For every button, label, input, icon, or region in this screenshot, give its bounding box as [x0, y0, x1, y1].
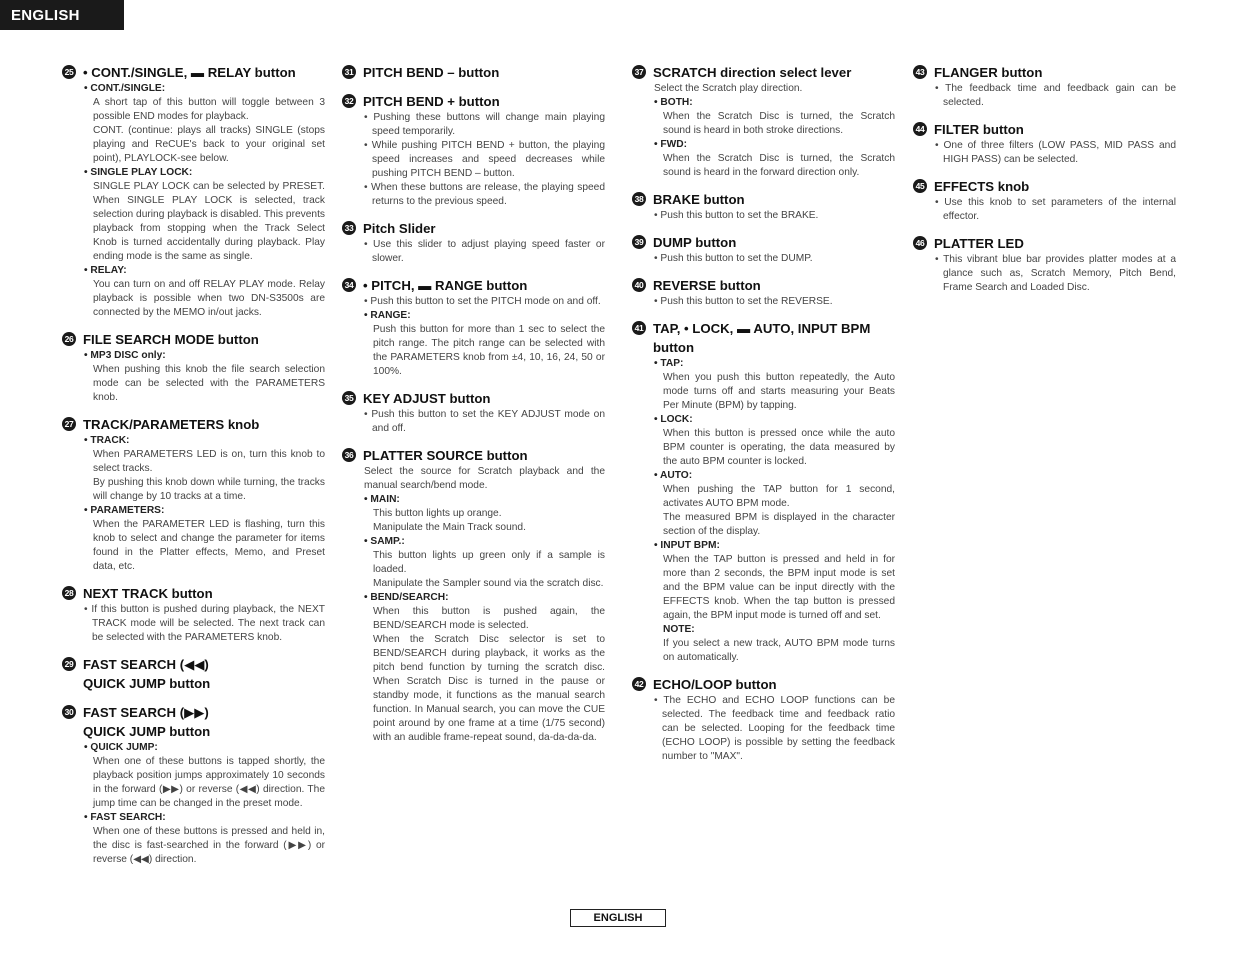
section-title: • CONT./SINGLE, ▬ RELAY button [83, 65, 296, 80]
option-label: • RANGE: [364, 309, 605, 323]
option-description: When one of these buttons is tapped shortly, the playback position jumps approximately 10 seconds in the forward (▶▶) or reverse (◀◀) direction. The jump time can be changed in the preset mode. [93, 756, 325, 809]
option-description: The measured BPM is displayed in the character section of the display. [663, 512, 895, 537]
section-heading [913, 63, 1176, 82]
section-37 [632, 63, 895, 180]
option-label: • MAIN: [364, 493, 605, 507]
option-description: This button lights up green only if a sample is loaded. [373, 550, 605, 575]
intro-text: Select the source for Scratch playback and the manual search/bend mode. [364, 466, 605, 491]
section-heading [632, 319, 895, 357]
option-label: • SAMP.: [364, 535, 605, 549]
section-body [342, 408, 605, 436]
option-description: When the TAP button is pressed and held in for more than 2 seconds, the BPM input mode is set and the BPM value can be input directly with the EFFECTS knob. When the tap button is pressed again, the BPM input mode is turned off and set. [663, 554, 895, 621]
option-description: When this button is pushed again, the BEND/SEARCH mode is selected. [373, 606, 605, 631]
bullet-text: • One of three filters (LOW PASS, MID PASS and HIGH PASS) can be selected. [935, 140, 1176, 165]
section-heading [62, 584, 325, 603]
option-label: • LOCK: [654, 413, 895, 427]
option-description: A short tap of this button will toggle between 3 possible END modes for playback. [93, 97, 325, 122]
note-label: NOTE: [663, 624, 695, 635]
section-43 [913, 63, 1176, 110]
section-39 [632, 233, 895, 266]
option-label: • TAP: [654, 357, 895, 371]
section-44 [913, 120, 1176, 167]
item-number-badge: 32 [342, 94, 356, 108]
footer-language-label: ENGLISH [570, 909, 666, 927]
bullet-text: • This vibrant blue bar provides platter modes at a glance such as, Scratch Memory, Pitch Bend, Frame Search and Loaded Disc. [935, 254, 1176, 293]
section-heading [342, 92, 605, 111]
option-label: • INPUT BPM: [654, 539, 895, 553]
section-body [632, 252, 895, 266]
section-body [913, 82, 1176, 110]
column-3 [632, 63, 895, 764]
item-number-badge: 39 [632, 235, 646, 249]
section-heading [632, 675, 895, 694]
option-description: SINGLE PLAY LOCK can be selected by PRESET. When SINGLE PLAY LOCK is selected, track selection during playback is disabled. This prevents playback from stopping when the Track Select Knob is turned accidentally during playback. Play ending mode is the same as single. [93, 181, 325, 262]
option-description: When the Scratch Disc is turned, the Scratch sound is heard in the forward direction only. [663, 153, 895, 178]
column-2 [342, 63, 605, 745]
section-title: FAST SEARCH (◀◀) [83, 657, 209, 672]
section-title: FILE SEARCH MODE button [83, 332, 259, 347]
section-title: EFFECTS knob [934, 179, 1030, 194]
section-heading [342, 446, 605, 465]
option-description: When you push this button repeatedly, the Auto mode turns off and starts measuring your Beats Per Minute (BPM) by tapping. [663, 372, 895, 411]
item-number-badge: 34 [342, 278, 356, 292]
bullet-text: • Push this button to set the DUMP. [654, 253, 813, 264]
section-heading [342, 63, 605, 82]
option-description: When the Scratch Disc selector is set to BEND/SEARCH during playback, it works as the pitch bend function by turning the scratch disc. When Scratch Disc is turned in the pause or standby mode, it functions as the manual search function. In Manual search, you can move the CUE point around by one frame at a time (1/75 second) with an audible frame-repeat sound, da-da-da-da. [373, 634, 605, 743]
bullet-text: • Push this button to set the KEY ADJUST mode on and off. [364, 409, 605, 434]
item-number-badge: 43 [913, 65, 927, 79]
section-title: FILTER button [934, 122, 1024, 137]
option-label: • BOTH: [654, 96, 895, 110]
item-number-badge: 42 [632, 677, 646, 691]
option-label: • BEND/SEARCH: [364, 591, 605, 605]
item-number-badge: 27 [62, 417, 76, 431]
section-title: TAP, • LOCK, ▬ AUTO, INPUT BPM button [653, 321, 871, 355]
option-description: You can turn on and off RELAY PLAY mode. Relay playback is possible when two DN-S3500s are connected by the MEMO in/out jacks. [93, 279, 325, 318]
bullet-text: • The feedback time and feedback gain can be selected. [935, 83, 1176, 108]
item-number-badge: 44 [913, 122, 927, 136]
option-description: CONT. (continue: plays all tracks) SINGLE (stops playing and ReCUE's back to your original set point), PLAYLOCK-see below. [93, 125, 325, 164]
section-38 [632, 190, 895, 223]
section-body [62, 741, 325, 867]
item-number-badge: 25 [62, 65, 76, 79]
section-heading [913, 234, 1176, 253]
option-description: Manipulate the Main Track sound. [373, 522, 526, 533]
section-body [342, 465, 605, 745]
column-1 [62, 63, 325, 867]
section-body [62, 349, 325, 405]
option-description: When PARAMETERS LED is on, turn this knob to select tracks. [93, 449, 325, 474]
item-number-badge: 28 [62, 586, 76, 600]
section-32 [342, 92, 605, 209]
item-number-badge: 40 [632, 278, 646, 292]
section-31 [342, 63, 605, 82]
option-description: When the Scratch Disc is turned, the Scratch sound is heard in both stroke directions. [663, 111, 895, 136]
section-title: PITCH BEND – button [363, 65, 500, 80]
section-title: FAST SEARCH (▶▶) [83, 705, 209, 720]
section-26 [62, 330, 325, 405]
section-42 [632, 675, 895, 764]
section-27 [62, 415, 325, 574]
bullet-text: • When these buttons are release, the playing speed returns to the previous speed. [364, 182, 605, 207]
section-heading [62, 330, 325, 349]
option-label: • CONT./SINGLE: [84, 82, 325, 96]
section-heading [342, 276, 605, 295]
section-36 [342, 446, 605, 745]
section-45 [913, 177, 1176, 224]
option-label: • SINGLE PLAY LOCK: [84, 166, 325, 180]
section-body [62, 434, 325, 574]
option-description: When one of these buttons is pressed and held in, the disc is fast-searched in the forward (▶▶) or reverse (◀◀) direction. [93, 826, 325, 865]
language-tab: ENGLISH [0, 0, 124, 30]
item-number-badge: 38 [632, 192, 646, 206]
bullet-text: • Use this knob to set parameters of the internal effector. [935, 197, 1176, 222]
item-number-badge: 30 [62, 705, 76, 719]
section-34 [342, 276, 605, 379]
section-body [632, 357, 895, 665]
section-body [913, 139, 1176, 167]
section-heading [62, 655, 325, 674]
section-title: PLATTER LED [934, 236, 1024, 251]
section-title: ECHO/LOOP button [653, 677, 777, 692]
section-title: PLATTER SOURCE button [363, 448, 528, 463]
section-body [632, 694, 895, 764]
option-label: • FAST SEARCH: [84, 811, 325, 825]
section-body [632, 209, 895, 223]
option-label: • AUTO: [654, 469, 895, 483]
option-description: By pushing this knob down while turning, the tracks will change by 10 tracks at a time. [93, 477, 325, 502]
section-title: FLANGER button [934, 65, 1043, 80]
item-number-badge: 36 [342, 448, 356, 462]
section-heading [62, 63, 325, 82]
section-body [632, 295, 895, 309]
section-30 [62, 703, 325, 867]
section-40 [632, 276, 895, 309]
option-label: • TRACK: [84, 434, 325, 448]
item-number-badge: 46 [913, 236, 927, 250]
section-body [342, 295, 605, 379]
option-label: • FWD: [654, 138, 895, 152]
section-25 [62, 63, 325, 320]
bullet-text: • Push this button to set the REVERSE. [654, 296, 833, 307]
section-46 [913, 234, 1176, 295]
option-description: Push this button for more than 1 sec to select the pitch range. The pitch range can be selected with the PARAMETERS knob from ±4, 10, 16, 24, 50 or 100%. [373, 324, 605, 377]
column-4 [913, 63, 1176, 295]
bullet-text: • The ECHO and ECHO LOOP functions can be selected. The feedback time and feedback ratio can be selected. Looping for the feedback time (ECHO LOOP) is possible by setting the feedback number to "MAX". [654, 695, 895, 762]
section-title: REVERSE button [653, 278, 761, 293]
bullet-text: • While pushing PITCH BEND + button, the playing speed increases and speed decreases while pushing PITCH BEND – button. [364, 140, 605, 179]
section-body [62, 82, 325, 320]
section-heading [632, 190, 895, 209]
section-subtitle: QUICK JUMP button [83, 676, 211, 691]
section-heading [913, 120, 1176, 139]
intro-text: Select the Scratch play direction. [654, 83, 803, 94]
section-33 [342, 219, 605, 266]
section-body [913, 196, 1176, 224]
option-description: When the PARAMETER LED is flashing, turn this knob to select and change the parameter for items found in the Platter effects, Memo, and Preset data, etc. [93, 519, 325, 572]
section-heading [342, 219, 605, 238]
option-description: When this button is pressed once while the auto BPM counter is operating, the data measured by the auto BPM counter is locked. [663, 428, 895, 467]
section-body [62, 603, 325, 645]
section-heading [62, 415, 325, 434]
section-body [913, 253, 1176, 295]
option-description: This button lights up orange. [373, 508, 502, 519]
option-label: • MP3 DISC only: [84, 349, 325, 363]
item-number-badge: 37 [632, 65, 646, 79]
item-number-badge: 35 [342, 391, 356, 405]
bullet-text: • Use this slider to adjust playing speed faster or slower. [364, 239, 605, 264]
section-subtitle: QUICK JUMP button [83, 724, 211, 739]
section-body [342, 111, 605, 209]
section-title: DUMP button [653, 235, 737, 250]
section-title: Pitch Slider [363, 221, 436, 236]
option-description: When pushing the TAP button for 1 second, activates AUTO BPM mode. [663, 484, 895, 509]
option-description: When pushing this knob the file search selection mode can be selected with the PARAMETERS knob. [93, 364, 325, 403]
option-label: • PARAMETERS: [84, 504, 325, 518]
item-number-badge: 29 [62, 657, 76, 671]
option-label: • QUICK JUMP: [84, 741, 325, 755]
bullet-text: • Pushing these buttons will change main playing speed temporarily. [364, 112, 605, 137]
option-label: • RELAY: [84, 264, 325, 278]
section-body [632, 82, 895, 180]
section-title: TRACK/PARAMETERS knob [83, 417, 260, 432]
item-number-badge: 45 [913, 179, 927, 193]
section-heading [913, 177, 1176, 196]
section-title: BRAKE button [653, 192, 745, 207]
section-body [342, 238, 605, 266]
item-number-badge: 31 [342, 65, 356, 79]
section-28 [62, 584, 325, 645]
item-number-badge: 33 [342, 221, 356, 235]
section-heading [342, 389, 605, 408]
section-title: • PITCH, ▬ RANGE button [363, 278, 528, 293]
bullet-text: • Push this button to set the PITCH mode on and off. [364, 296, 601, 307]
section-heading [632, 276, 895, 295]
item-number-badge: 41 [632, 321, 646, 335]
section-35 [342, 389, 605, 436]
section-heading [632, 63, 895, 82]
section-41 [632, 319, 895, 665]
option-description: Manipulate the Sampler sound via the scratch disc. [373, 578, 604, 589]
section-title: KEY ADJUST button [363, 391, 491, 406]
option-description: If you select a new track, AUTO BPM mode turns on automatically. [663, 638, 895, 663]
bullet-text: • Push this button to set the BRAKE. [654, 210, 819, 221]
section-title: NEXT TRACK button [83, 586, 213, 601]
section-29 [62, 655, 325, 693]
section-title: SCRATCH direction select lever [653, 65, 852, 80]
bullet-text: • If this button is pushed during playback, the NEXT TRACK mode will be selected. The next track can be selected with the PARAMETERS knob. [84, 604, 325, 643]
section-heading [632, 233, 895, 252]
section-heading [62, 703, 325, 722]
item-number-badge: 26 [62, 332, 76, 346]
section-title: PITCH BEND + button [363, 94, 500, 109]
